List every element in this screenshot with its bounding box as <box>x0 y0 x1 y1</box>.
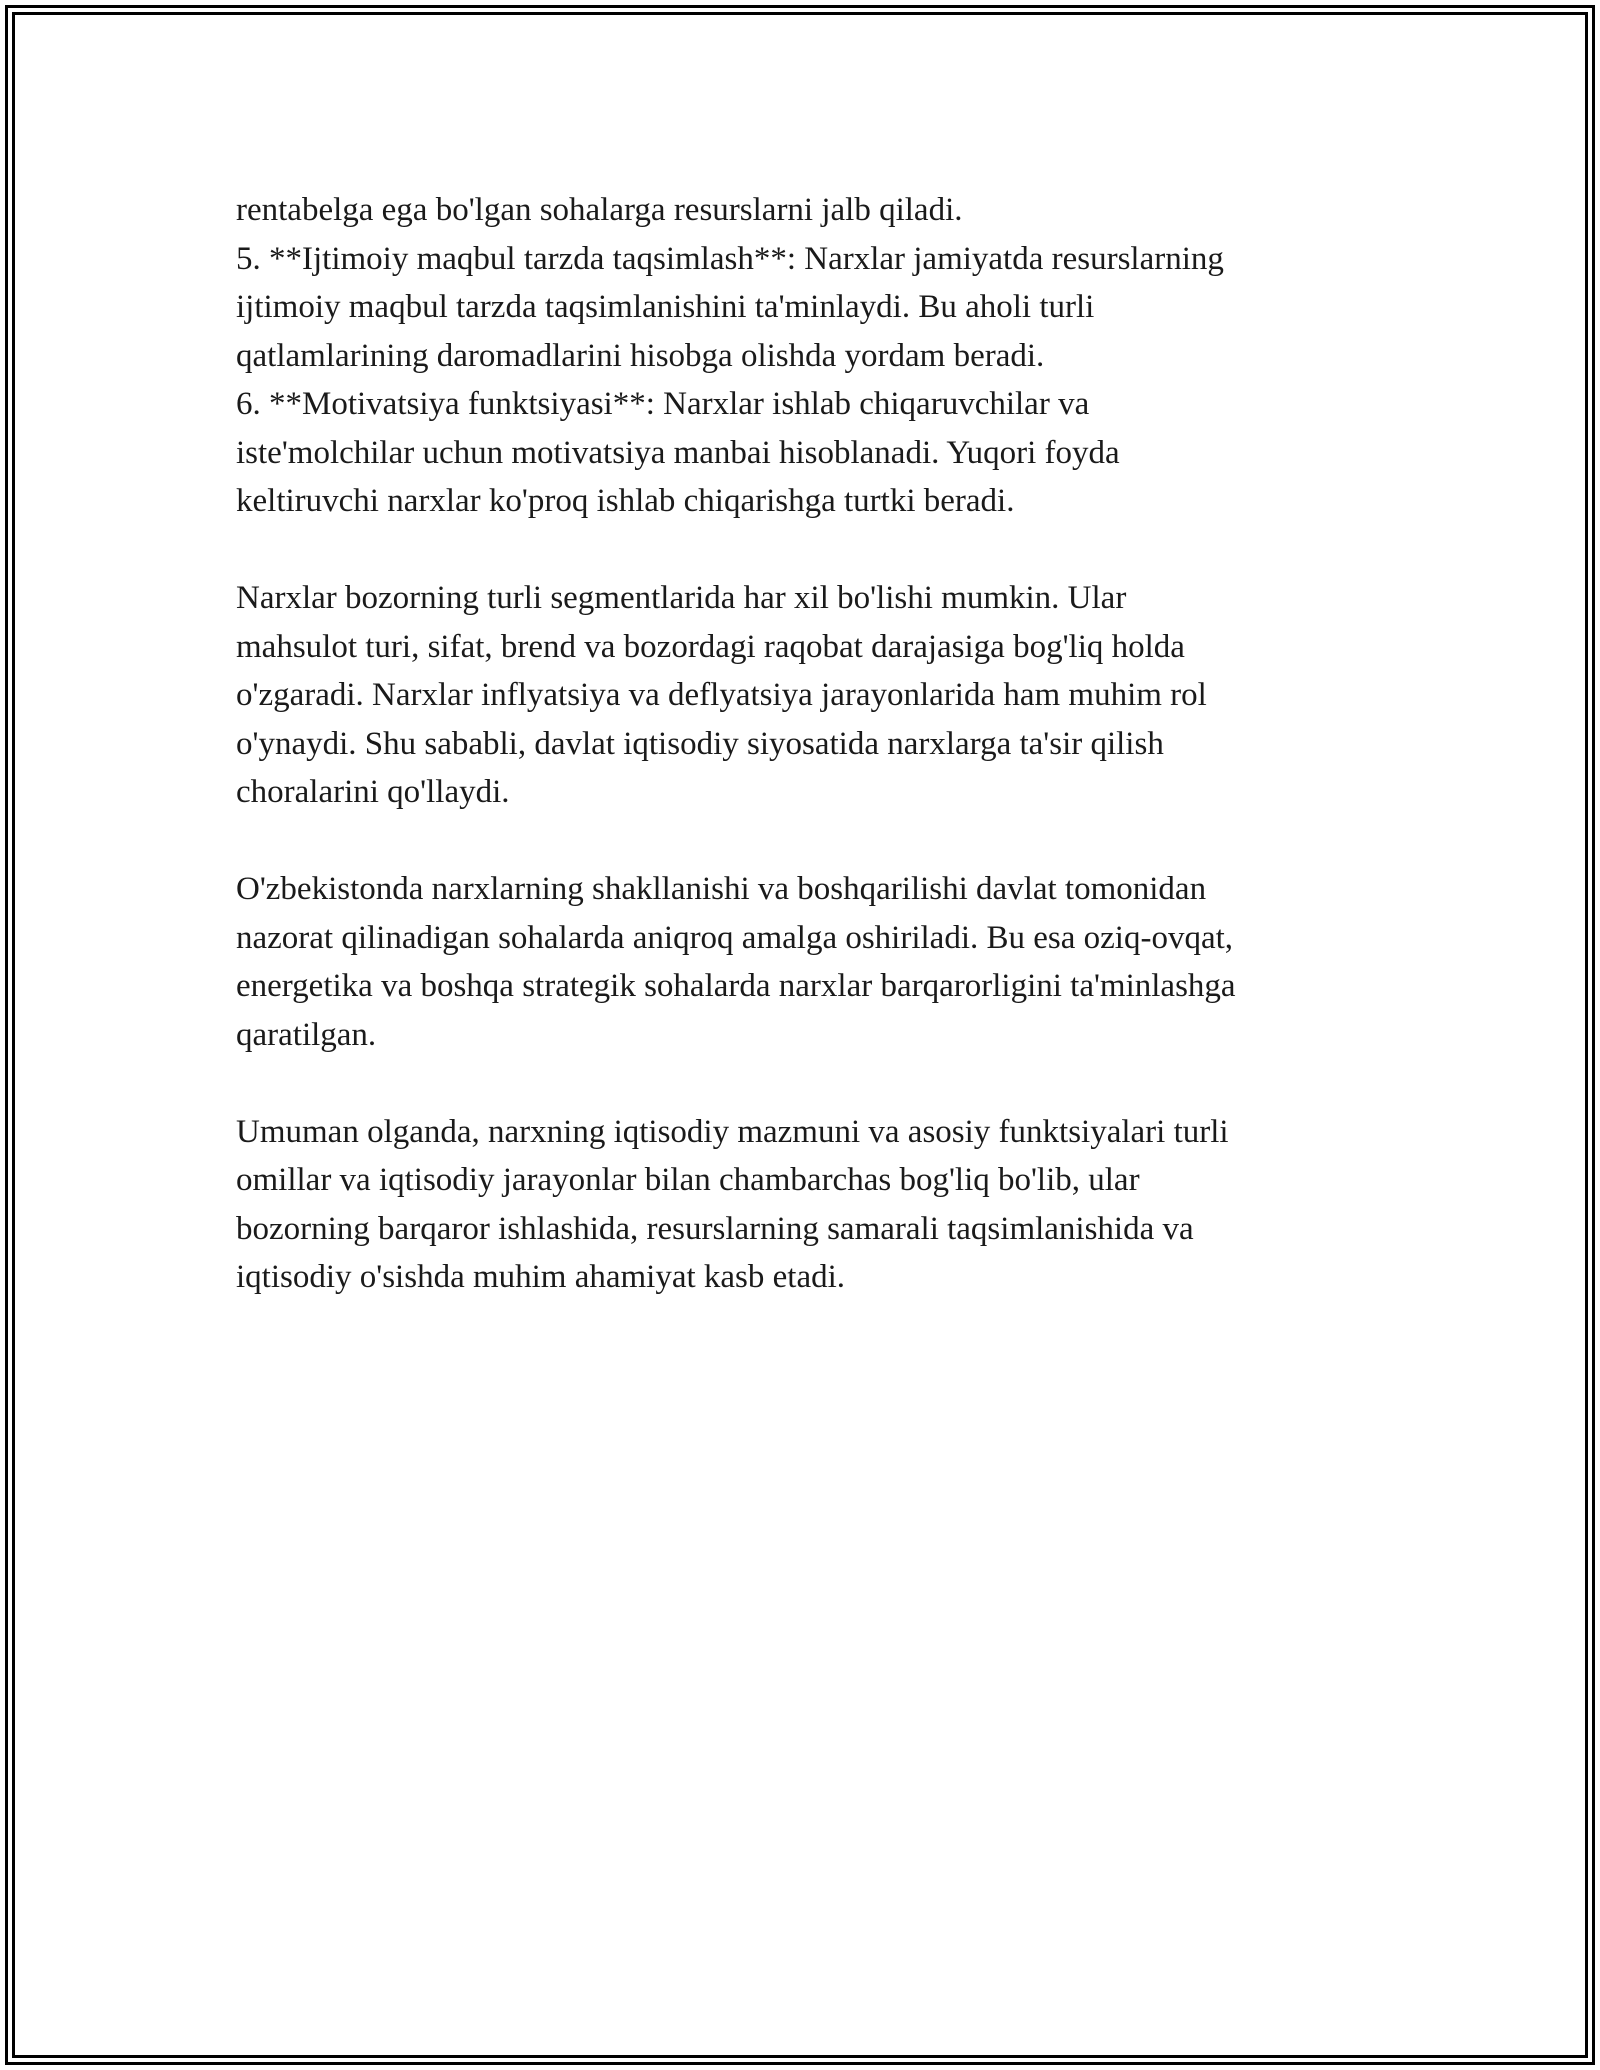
text-line: iqtisodiy o'sishda muhim ahamiyat kasb etadi. <box>236 1259 846 1295</box>
text-line: energetika va boshqa strategik sohalarda narxlar barqarorligini ta'minlashga <box>236 968 1236 1004</box>
text-line: 5. **Ijtimoiy maqbul tarzda taqsimlash**: Narxlar jamiyatda resurslarning <box>236 240 1224 277</box>
text-line: o'zgaradi. Narxlar inflyatsiya va deflyatsiya jarayonlarida ham muhim rol <box>236 677 1207 713</box>
text-line: Narxlar bozorning turli segmentlarida har xil bo'lishi mumkin. Ular <box>236 580 1127 616</box>
text-line: rentabelga ega bo'lgan sohalarga resurslarni jalb qiladi. <box>236 192 963 228</box>
text-line: bozorning barqaror ishlashida, resurslarning samarali taqsimlanishida va <box>236 1210 1194 1247</box>
text-line: qaratilgan. <box>236 1016 377 1053</box>
paragraph-spacer <box>236 817 1366 866</box>
text-line: nazorat qilinadigan sohalarda aniqroq amalga oshiriladi. Bu esa oziq-ovqat, <box>236 919 1234 956</box>
text-line: ijtimoiy maqbul tarzda taqsimlanishini ta'minlaydi. Bu aholi turli <box>236 289 1095 325</box>
text-line: qatlamlarining daromadlarini hisobga olishda yordam beradi. <box>236 337 1045 374</box>
text-line: O'zbekistonda narxlarning shakllanishi va boshqarilishi davlat tomonidan <box>236 871 1207 907</box>
text-line: omillar va iqtisodiy jarayonlar bilan chambarchas bog'liq bo'lib, ular <box>236 1162 1140 1198</box>
paragraph-spacer <box>236 526 1366 575</box>
document-body <box>236 186 1366 1302</box>
text-line: iste'molchilar uchun motivatsiya manbai hisoblanadi. Yuqori foyda <box>236 434 1120 471</box>
text-line: choralarini qo'llaydi. <box>236 774 510 810</box>
text-line: o'ynaydi. Shu sababli, davlat iqtisodiy siyosatida narxlarga ta'sir qilish <box>236 725 1164 762</box>
text-line: Umuman olganda, narxning iqtisodiy mazmuni va asosiy funktsiyalari turli <box>236 1113 1229 1150</box>
text-line: mahsulot turi, sifat, brend va bozordagi raqobat darajasiga bog'liq holda <box>236 628 1185 665</box>
text-line: keltiruvchi narxlar ko'proq ishlab chiqarishga turtki beradi. <box>236 483 1015 519</box>
paragraph-spacer <box>236 1059 1366 1108</box>
text-line: 6. **Motivatsiya funktsiyasi**: Narxlar ishlab chiqaruvchilar va <box>236 386 1090 422</box>
